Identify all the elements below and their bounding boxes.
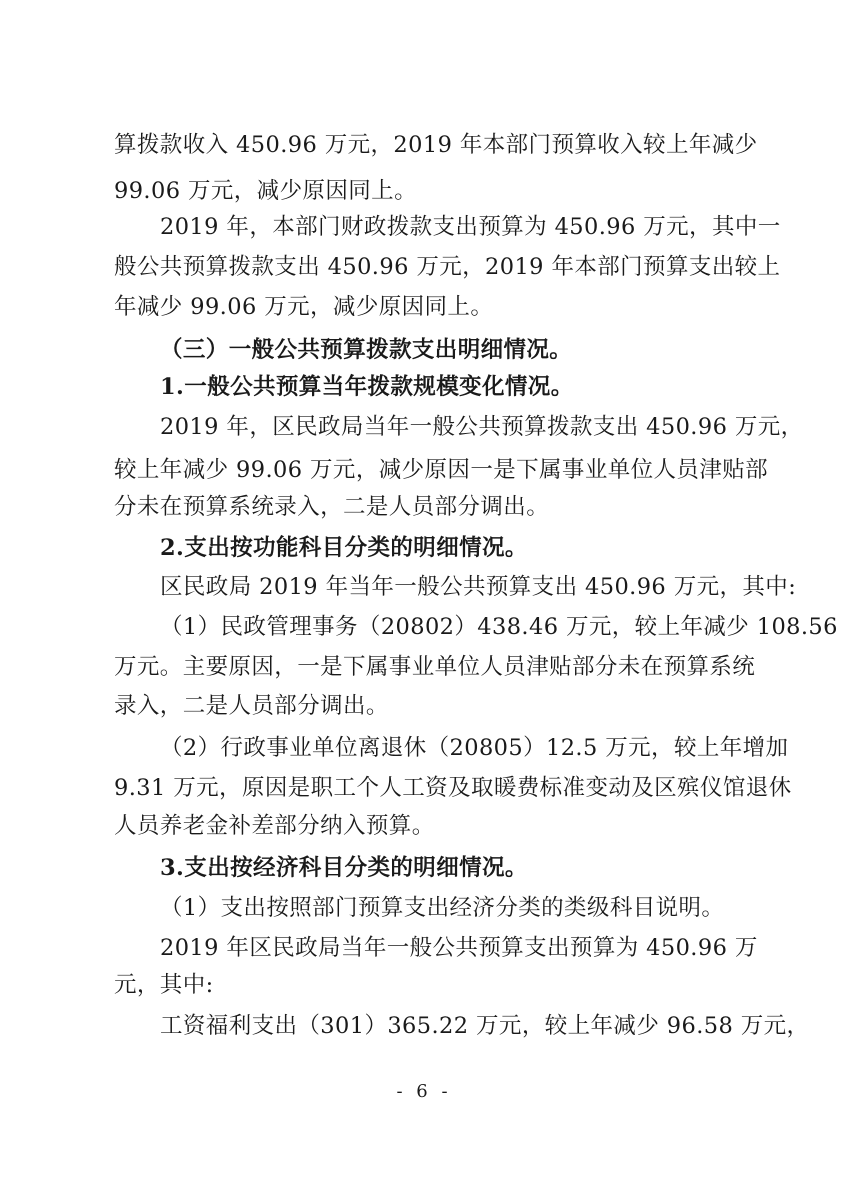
text-line: 算拨款收入 450.96 万元，2019 年本部门预算收入较上年减少 — [114, 132, 758, 158]
text-line: 99.06 万元，减少原因同上。 — [114, 178, 417, 204]
text-line: （1）支出按照部门预算支出经济分类的类级科目说明。 — [160, 895, 725, 921]
text-line: 工资福利支出（301）365.22 万元，较上年减少 96.58 万元， — [160, 1013, 810, 1039]
subsection-heading: 2.支出按功能科目分类的明细情况。 — [160, 535, 528, 561]
subsection-heading: 1.一般公共预算当年拨款规模变化情况。 — [160, 374, 574, 400]
text-line: 年减少 99.06 万元，减少原因同上。 — [114, 294, 494, 320]
text-line: 分未在预算系统录入，二是人员部分调出。 — [114, 494, 550, 520]
text-line: 录入，二是人员部分调出。 — [114, 693, 389, 719]
text-line: （2）行政事业单位离退休（20805）12.5 万元，较上年增加 — [160, 735, 789, 761]
text-line: 人员养老金补差部分纳入预算。 — [114, 813, 435, 839]
text-line: 2019 年，区民政局当年一般公共预算拨款支出 450.96 万元， — [160, 414, 804, 440]
text-line: 9.31 万元，原因是职工个人工资及取暖费标准变动及区殡仪馆退休 — [114, 775, 792, 801]
text-line: 元，其中: — [114, 972, 214, 998]
text-line: 较上年减少 99.06 万元，减少原因一是下属事业单位人员津贴部 — [114, 457, 769, 483]
page-number: - 6 - — [396, 1081, 452, 1102]
section-heading: （三）一般公共预算拨款支出明细情况。 — [160, 337, 573, 363]
text-line: 2019 年，本部门财政拨款支出预算为 450.96 万元，其中一 — [160, 214, 781, 240]
text-line: 2019 年区民政局当年一般公共预算支出预算为 450.96 万 — [160, 935, 758, 961]
text-line: 万元。主要原因，一是下属事业单位人员津贴部分未在预算系统 — [114, 654, 756, 680]
text-line: 般公共预算拨款支出 450.96 万元，2019 年本部门预算支出较上 — [114, 254, 781, 280]
text-line: 区民政局 2019 年当年一般公共预算支出 450.96 万元，其中: — [160, 574, 797, 600]
text-line: （1）民政管理事务（20802）438.46 万元，较上年减少 108.56 — [160, 614, 838, 640]
subsection-heading: 3.支出按经济科目分类的明细情况。 — [160, 855, 528, 881]
